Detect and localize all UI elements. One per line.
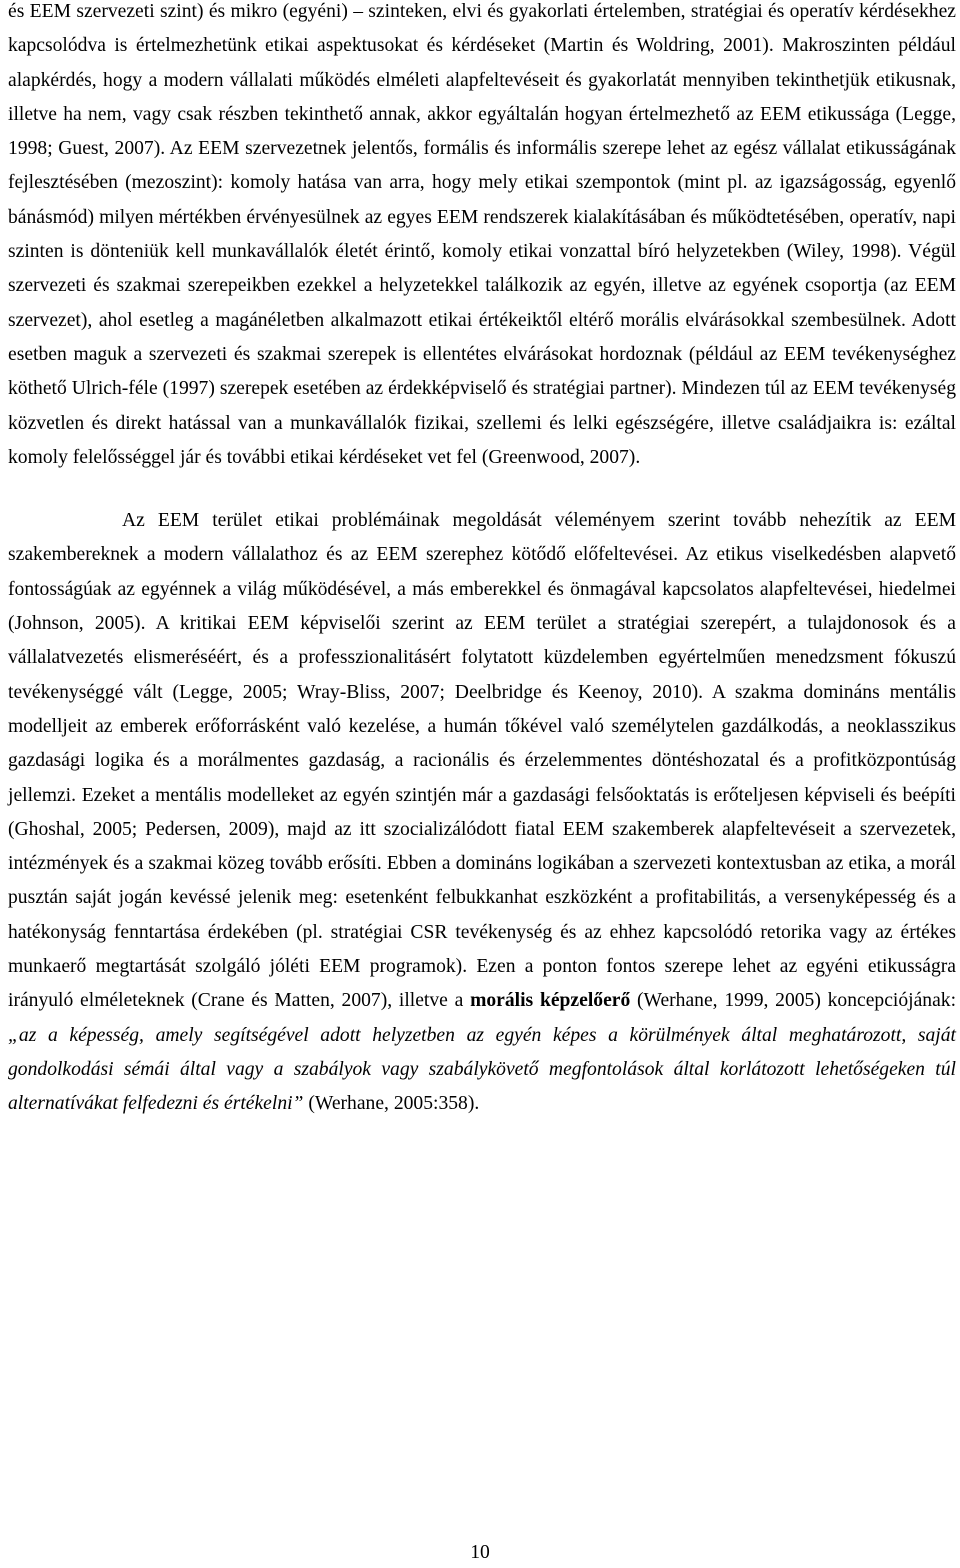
italic-quotation: „az a képesség, amely segítségével adott helyzetben az egyén képes a körülmények által meghatározott, saját gondolkodási sémái által vagy a szabályok vagy szabálykövető megfontolások által korlátozott lehetőségeken túl alternatívákat felfedezni és értékelni”: [8, 1024, 956, 1115]
paragraph-1: [8, 0, 956, 475]
paragraph-2: [8, 504, 956, 1121]
document-page: [8, 0, 956, 1122]
paragraph-2-text-a: Az EEM terület etikai problémáinak megoldását véleményem szerint tovább nehezítik az EEM szakembereknek a modern vállalathoz és az EEM szerephez kötődő előfeltevései. Az etikus viselkedésben alapvető fontosságúak az egyénnek a világ működésével, a más emberekkel és önmagával kapcsolatos alapfeltevései, hiedelmei (Johnson, 2005). A kritikai EEM képviselői szerint az EEM terület a stratégiai szerepért, a tulajdonosok és a vállalatvezetés elismeréséért, és a professzionalitásért folytatott küzdelemben egyértelműen menedzsment fókuszú tevékenységgé vált (Legge, 2005; Wray-Bliss, 2007; Deelbridge és Keenoy, 2010). A szakma domináns mentális modelljeit az emberek erőforrásként való kezelése, a humán tőkével való személytelen gazdálkodás, a neoklasszikus gazdasági logika és a morálmentes gazdaság, a racionális és érzelemmentes döntéshozatal és a profitközpontúság jellemzi. Ezeket a mentális modelleket az egyén szintjén már a gazdasági felsőoktatás is erőteljesen képviseli és beépíti (Ghoshal, 2005; Pedersen, 2009), majd az itt szocializálódott fiatal EEM szakemberek alapfeltevéseit a szervezetek, intézmények és a szakmai közeg tovább erősíti. Ebben a domináns logikában a szervezeti kontextusban az etika, a morál pusztán saját jogán kevéssé jelenik meg: esetenként felbukkanhat eszközként a profitabilitás, a versenyképesség és a hatékonyság fenntartása érdekében (pl. stratégiai CSR tevékenység és az ehhez kapcsolódó retorika vagy az értékes munkaerő megtartását szolgáló jóléti EEM programok). Ezen a ponton fontos szerepe lehet az egyéni etikusságra irányuló elméleteknek (Crane és Matten, 2007), illetve a: [8, 510, 956, 1012]
paragraph-2-citation: (Werhane, 2005:358).: [303, 1093, 480, 1115]
paragraph-2-text-b: (Werhane, 1999, 2005) koncepciójának:: [630, 990, 957, 1012]
bold-term-moral-imagination: morális képzelőerő: [470, 990, 631, 1012]
paragraph-1-text: és EEM szervezeti szint) és mikro (egyéni) – szinteken, elvi és gyakorlati értelemben, stratégiai és operatív kérdésekhez kapcsolódva is értelmezhetünk etikai aspektusokat és kérdéseket (Martin és Woldring, 2001). Makroszinten például alapkérdés, hogy a modern vállalati működés elméleti alapfeltevéseit és gyakorlatát mennyiben tekinthetjük etikusnak, illetve ha nem, vagy csak részben tekinthető annak, akkor egyáltalán hogyan értelmezhető az EEM etikussága (Legge, 1998; Guest, 2007). Az EEM szervezetnek jelentős, formális és informális szerepe lehet az egész vállalat etikusságának fejlesztésében (mezoszint): komoly hatása van arra, hogy mely etikai szempontok (mint pl. az igazságosság, egyenlő bánásmód) milyen mértékben érvényesülnek az egyes EEM rendszerek kialakításában és működtetésében, operatív, napi szinten is dönteniük kell munkavállalók életét érintő, komoly etikai vonzattal bíró helyzetekben (Wiley, 1998). Végül szervezeti és szakmai szerepeikben ezekkel a helyzetekkel találkozik az egyén, illetve az egyének csoportja (az EEM szervezet), ahol esetleg a magánéletben alkalmazott etikai értékeiktől eltérő morális elvárásokkal szembesülnek. Adott esetben maguk a szervezeti és szakmai szerepek is ellentétes elvárásokat hordoznak (például az EEM tevékenységhez köthető Ulrich-féle (1997) szerepek esetében az érdekképviselő és stratégiai partner). Mindezen túl az EEM tevékenység közvetlen és direkt hatással van a munkavállalók fizikai, szellemi és lelki egészségére, illetve családjaikra is: ezáltal komoly felelősséggel jár és további etikai kérdéseket vet fel (Greenwood, 2007).: [8, 1, 956, 468]
page-number: 10: [470, 1542, 490, 1563]
